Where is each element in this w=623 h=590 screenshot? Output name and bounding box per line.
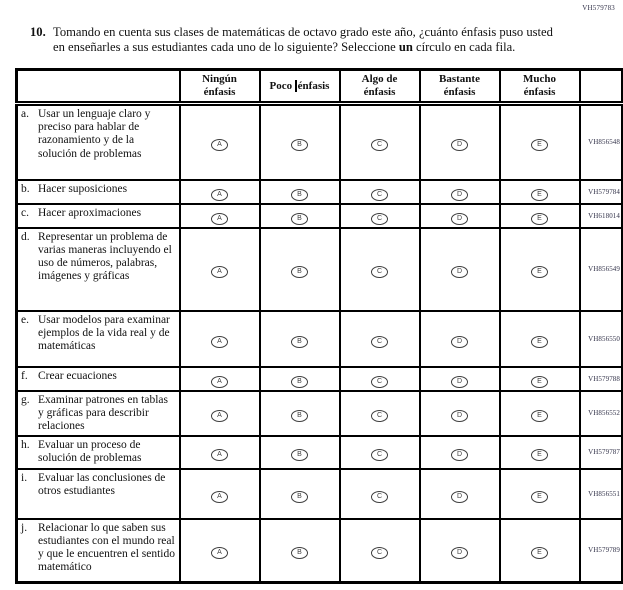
- item-cell: [17, 519, 180, 583]
- response-cell: [180, 367, 260, 391]
- response-cell: [500, 228, 580, 311]
- question-text-bold: un: [398, 40, 413, 54]
- response-bubble-a[interactable]: A: [211, 449, 228, 461]
- response-cell: [260, 204, 340, 228]
- response-bubble-a[interactable]: A: [211, 547, 228, 559]
- header-item-cell: [17, 70, 180, 104]
- response-bubble-a[interactable]: A: [211, 336, 228, 348]
- item-code: VH579787: [580, 436, 623, 468]
- response-bubble-d[interactable]: D: [451, 189, 468, 201]
- response-bubble-b[interactable]: B: [291, 376, 308, 388]
- column-header-label: énfasis: [523, 86, 556, 98]
- column-header-label: énfasis: [203, 86, 236, 98]
- response-cell: [500, 436, 580, 468]
- header-row: [17, 70, 623, 104]
- response-cell: [260, 469, 340, 519]
- response-bubble-c[interactable]: C: [371, 213, 388, 225]
- response-cell: [340, 180, 420, 204]
- response-bubble-b[interactable]: B: [291, 491, 308, 503]
- row-letter: g.: [21, 393, 30, 406]
- response-cell: [180, 436, 260, 468]
- response-bubble-d[interactable]: D: [451, 491, 468, 503]
- item-cell: [17, 104, 180, 180]
- item-cell: [17, 391, 180, 437]
- column-header: [500, 70, 580, 104]
- response-cell: [180, 311, 260, 367]
- response-bubble-a[interactable]: A: [211, 139, 228, 151]
- response-bubble-c[interactable]: C: [371, 410, 388, 422]
- response-bubble-c[interactable]: C: [371, 336, 388, 348]
- response-cell: [340, 104, 420, 180]
- question-text-segment: Tomando en cuenta sus clases de matemáticas de octavo grado este año, ¿cuánto énfasis puso usted en enseñarles a sus estudiantes cada uno de lo siguiente? Seleccione: [53, 25, 553, 54]
- response-bubble-e[interactable]: E: [531, 139, 548, 151]
- response-cell: [340, 519, 420, 583]
- response-cell: [500, 180, 580, 204]
- item-code: VH579789: [580, 519, 623, 583]
- item-code: VH579784: [580, 180, 623, 204]
- response-bubble-c[interactable]: C: [371, 139, 388, 151]
- response-bubble-a[interactable]: A: [211, 376, 228, 388]
- table-row: [17, 519, 623, 583]
- row-label: Representar un problema de varias maneras incluyendo el uso de números, palabras, imágenes y gráficas: [38, 230, 172, 283]
- response-bubble-e[interactable]: E: [531, 410, 548, 422]
- response-cell: [420, 391, 500, 437]
- response-cell: [340, 228, 420, 311]
- response-cell: [180, 204, 260, 228]
- row-label: Evaluar un proceso de solución de problemas: [38, 439, 142, 465]
- item-code: VH856549: [580, 228, 623, 311]
- question-text-segment: círculo en cada fila.: [412, 40, 516, 54]
- response-cell: [340, 469, 420, 519]
- column-header-label: énfasis: [297, 79, 330, 92]
- response-cell: [260, 228, 340, 311]
- response-bubble-c[interactable]: C: [371, 547, 388, 559]
- column-header-label: Ningún: [202, 73, 237, 85]
- response-bubble-d[interactable]: D: [451, 410, 468, 422]
- response-bubble-e[interactable]: E: [531, 449, 548, 461]
- table-row: [17, 469, 623, 519]
- response-cell: [500, 469, 580, 519]
- response-cell: [260, 180, 340, 204]
- row-label: Hacer aproximaciones: [38, 206, 142, 219]
- column-header-label: énfasis: [443, 86, 476, 98]
- table-row: [17, 204, 623, 228]
- response-bubble-b[interactable]: B: [291, 336, 308, 348]
- response-cell: [500, 311, 580, 367]
- response-cell: [340, 436, 420, 468]
- response-cell: [500, 391, 580, 437]
- response-cell: [420, 104, 500, 180]
- response-bubble-a[interactable]: A: [211, 266, 228, 278]
- item-cell: [17, 436, 180, 468]
- item-code: VH856548: [580, 104, 623, 180]
- row-letter: h.: [21, 439, 30, 452]
- response-bubble-e[interactable]: E: [531, 547, 548, 559]
- header-code-cell: [580, 70, 623, 104]
- item-code: VH856551: [580, 469, 623, 519]
- table-row: [17, 228, 623, 311]
- response-bubble-c[interactable]: C: [371, 189, 388, 201]
- emphasis-matrix-table: [15, 68, 623, 584]
- response-cell: [420, 367, 500, 391]
- response-bubble-d[interactable]: D: [451, 139, 468, 151]
- row-label: Hacer suposiciones: [38, 182, 128, 195]
- item-code: VH856550: [580, 311, 623, 367]
- text-cursor: [295, 80, 297, 92]
- response-bubble-d[interactable]: D: [451, 547, 468, 559]
- response-cell: [420, 204, 500, 228]
- row-letter: f.: [21, 369, 28, 382]
- response-cell: [420, 311, 500, 367]
- response-cell: [180, 469, 260, 519]
- response-cell: [500, 104, 580, 180]
- table-row: [17, 436, 623, 468]
- table-row: [17, 311, 623, 367]
- response-cell: [420, 519, 500, 583]
- response-bubble-e[interactable]: E: [531, 266, 548, 278]
- response-cell: [260, 436, 340, 468]
- response-bubble-c[interactable]: C: [371, 491, 388, 503]
- response-bubble-a[interactable]: A: [211, 491, 228, 503]
- column-header-label: Poco: [269, 79, 293, 92]
- row-label: Usar modelos para examinar ejemplos de la vida real y de matemáticas: [38, 313, 170, 352]
- response-cell: [500, 519, 580, 583]
- row-label: Relacionar lo que saben sus estudiantes con el mundo real y que le encuentren el sentido matemático: [38, 521, 175, 574]
- response-bubble-a[interactable]: A: [211, 189, 228, 201]
- row-letter: a.: [21, 108, 29, 120]
- response-cell: [180, 228, 260, 311]
- row-label: Usar un lenguaje claro y preciso para hablar de razonamiento y de la solución de problemas: [38, 108, 151, 160]
- response-cell: [260, 311, 340, 367]
- table-row: [17, 104, 623, 180]
- table-row: [17, 180, 623, 204]
- response-cell: [420, 436, 500, 468]
- column-header: [180, 70, 260, 104]
- response-bubble-b[interactable]: B: [291, 139, 308, 151]
- item-code: VH618014: [580, 204, 623, 228]
- response-cell: [260, 367, 340, 391]
- response-bubble-b[interactable]: B: [291, 547, 308, 559]
- row-label: Examinar patrones en tablas y gráficas para describir relaciones: [38, 393, 168, 432]
- response-bubble-d[interactable]: D: [451, 376, 468, 388]
- response-bubble-b[interactable]: B: [291, 410, 308, 422]
- response-bubble-e[interactable]: E: [531, 213, 548, 225]
- response-cell: [260, 104, 340, 180]
- item-cell: [17, 204, 180, 228]
- column-header: [260, 70, 340, 104]
- response-cell: [500, 367, 580, 391]
- response-cell: [420, 228, 500, 311]
- table-body: [17, 104, 623, 583]
- response-cell: [420, 469, 500, 519]
- column-header-label: Algo de: [361, 73, 398, 85]
- row-letter: d.: [21, 230, 30, 243]
- response-bubble-c[interactable]: C: [371, 266, 388, 278]
- response-cell: [260, 519, 340, 583]
- response-cell: [180, 519, 260, 583]
- row-label: Crear ecuaciones: [38, 369, 117, 382]
- response-bubble-a[interactable]: A: [211, 410, 228, 422]
- table-header: [17, 70, 623, 104]
- question-number: 10.: [30, 25, 46, 39]
- question-block: [30, 25, 603, 55]
- column-header: [420, 70, 500, 104]
- item-cell: [17, 469, 180, 519]
- row-label: Evaluar las conclusiones de otros estudiantes: [38, 471, 166, 497]
- column-header-label: énfasis: [363, 86, 396, 98]
- response-bubble-d[interactable]: D: [451, 213, 468, 225]
- response-cell: [500, 204, 580, 228]
- response-bubble-b[interactable]: B: [291, 189, 308, 201]
- column-header-label: Bastante: [439, 73, 480, 85]
- response-bubble-e[interactable]: E: [531, 336, 548, 348]
- response-bubble-b[interactable]: B: [291, 449, 308, 461]
- row-letter: c.: [21, 206, 29, 219]
- response-cell: [340, 204, 420, 228]
- response-bubble-d[interactable]: D: [451, 449, 468, 461]
- row-letter: j.: [21, 521, 28, 534]
- item-cell: [17, 311, 180, 367]
- response-cell: [260, 391, 340, 437]
- table-row: [17, 391, 623, 437]
- response-bubble-e[interactable]: E: [531, 189, 548, 201]
- response-bubble-a[interactable]: A: [211, 213, 228, 225]
- response-cell: [180, 104, 260, 180]
- item-cell: [17, 228, 180, 311]
- response-cell: [340, 391, 420, 437]
- response-cell: [340, 367, 420, 391]
- response-bubble-b[interactable]: B: [291, 266, 308, 278]
- response-bubble-c[interactable]: C: [371, 376, 388, 388]
- response-bubble-d[interactable]: D: [451, 336, 468, 348]
- item-code: VH856552: [580, 391, 623, 437]
- response-bubble-d[interactable]: D: [451, 266, 468, 278]
- row-letter: b.: [21, 182, 30, 195]
- item-cell: [17, 367, 180, 391]
- item-cell: [17, 180, 180, 204]
- column-header-label: Mucho: [523, 73, 556, 85]
- column-header: [340, 70, 420, 104]
- question-text: [53, 25, 553, 55]
- form-accession-code: VH579783: [582, 4, 615, 12]
- response-cell: [180, 391, 260, 437]
- row-letter: e.: [21, 313, 29, 326]
- response-cell: [340, 311, 420, 367]
- row-letter: i.: [21, 471, 28, 484]
- response-bubble-e[interactable]: E: [531, 491, 548, 503]
- response-cell: [420, 180, 500, 204]
- table-row: [17, 367, 623, 391]
- response-bubble-e[interactable]: E: [531, 376, 548, 388]
- response-bubble-c[interactable]: C: [371, 449, 388, 461]
- response-cell: [180, 180, 260, 204]
- item-code: VH579788: [580, 367, 623, 391]
- response-bubble-b[interactable]: B: [291, 213, 308, 225]
